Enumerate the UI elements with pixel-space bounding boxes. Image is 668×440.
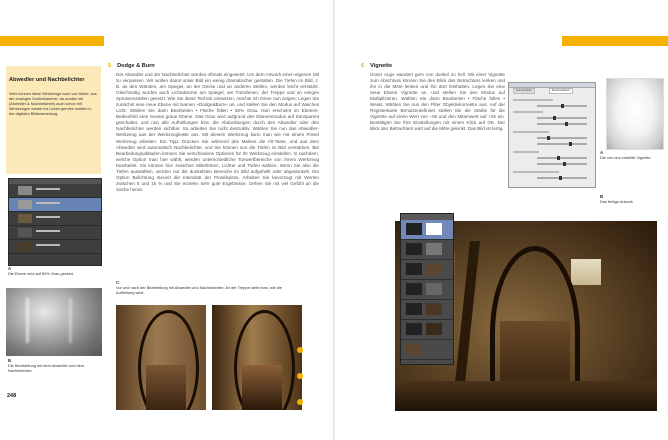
caption-artwork	[600, 195, 664, 205]
dodge-burn-preview-image	[6, 288, 102, 356]
sidebar-title: Abwedler und Nachbelichter	[9, 77, 85, 83]
caption-artwork-letter: B	[600, 194, 604, 199]
lens-correction-dialog	[508, 82, 596, 188]
caption-c-text: Vor und nach der Bearbeitung mit Abwedler und Nachbelichter. An der Treppe sieht man, wie die Aufhellung wirkt.	[116, 284, 283, 295]
section-5-title	[108, 63, 155, 69]
caption-b-letter: B	[8, 358, 12, 363]
caption-c-letter: C	[116, 280, 120, 285]
caption-c	[116, 281, 296, 295]
staircase-after-image	[212, 305, 302, 410]
vignette-preview-image	[606, 78, 664, 150]
caption-vignette	[600, 151, 664, 161]
caption-a-letter: A	[8, 266, 12, 271]
page-gutter	[333, 0, 335, 440]
section-6-number: 6	[361, 63, 365, 69]
section-5-number: 5	[108, 63, 112, 69]
marker-badge-3	[297, 399, 303, 405]
section-6-body: Unser Auge wandert gern von dunkel zu hell. Mit einer Vignette zum Abschluss können Sie den Blick des Betrachters lenken und ihn in die Mitte lenken und ihn dort festhalten. Legen Sie eine neue Ebene Vignette an, und stellen Sie den Modus auf Multiplizieren. Wählen Sie dann Bearbeiten • Fläche füllen • Weiss. Wählen Sie nun den Filter Objektivkorrektur aus. Auf der Registerkarte Benutzerdefiniert stellen Sie die Stärke für die Vignette auf einen Wert von –55 und den Mittenwert auf +25 ein. Bestätigen Sie Ihre Einstellungen mit einem Klick auf OK. Der Blick des Betrachters wird auf die Mitte gelenkt. Das Bild ist fertig.	[370, 72, 505, 132]
dialog-tab-auto: Auto-Korrektur	[513, 88, 535, 94]
staircase-before-image	[116, 305, 206, 410]
dialog-tab-custom: Benutzerdefiniert	[549, 88, 573, 94]
caption-vignette-letter: A	[600, 150, 604, 155]
section-6-heading: Vignette	[370, 63, 393, 69]
layers-panel-screenshot-b	[400, 213, 454, 365]
marker-badge-2	[297, 373, 303, 379]
caption-b	[8, 359, 102, 373]
caption-vignette-text: Die von uns erstellte Vignette.	[600, 154, 652, 160]
section-5-heading: Dodge & Burn	[117, 63, 155, 69]
section-5-body: Der Abwedler und der Nachbelichter werden oftmals eingesetzt. Um dem Artwork einen eigenen Stil zu verpassen. Wir wollen damit unser Bild ein wenig dramatischer gestalten. Die Tiefen im Bild, z. B. an den Wänden, am Spiegel, an der Decke und an anderen Stellen, werden leicht verstärkt. Gleichzeitig wurden auch Lichtakzente am Spiegel, am Türrahmen, der Treppe und an einigen Sprossenstellen gesetzt. Wie Sie diese Technik einsetzen, möchte ich Ihnen nun zeigen: Legen Sie zunächst eine neue Ebene mit Namen »Dodge&Burn« an, und stellen Sie den Modus auf Weiches Licht. Wählen Sie dann Bearbeiten • Fläche füllen • 50% Grau. Nun erscheint im Ebenen-Bedienfeld eine neutral graue Ebene. Das Grau wird aufgrund des Ebenenmodus auf transparent geschaltet, und nun alle Aufhellungen bzw. die Abdunklungen durch den Abwedler oder den Nachbelichter werden sichtbar. So arbeiten Sie nicht destruktiv. Wählen Sie nun das Abwedler-Werkzeug aus der Werkzeugleiste aus. Mit diesem Werkzeug kann man wie mit einem Pinsel Werkzeug arbeiten. Ein Tipp: Drücken Sie während des Malens die Alt-Taste, und aus dem Abwedler wird automatisch Nachbelichter, und Sie können nun die Tiefen im Bild verstärken. Bei Bearbeitungsabläufen können Sie verschiedene Optionen für Ihr Werkzeug einstellen. In nachdem, welche Option man hier wählt, werden unterschiedliche Tonwertbereiche von Ihrem Werkzeug bearbeitet. Sie können hier zwischen Mitteltönen, Lichter und Tiefen wählen. Wenn Sie also die Tiefen auswählen, werden nur die dunkelsten Bereiche im Bild aufgehellt oder abgedunkelt. Die Option Belichtung steuert die Intensität der Pinselspitze. Arbeiten Sie bevorzugt mit Werten zwischen 5 und 15 % und Sie erzielen sehr gute Ergebnisse. Gehen Sie mit viel Gefühl an die Sache heran.	[116, 72, 319, 192]
section-6-title	[361, 63, 392, 69]
caption-a-text: Die Ebene wird auf 50% Grau gesetzt.	[8, 270, 75, 276]
layers-panel-screenshot-a	[8, 178, 102, 266]
right-yellow-bar	[562, 36, 668, 46]
sidebar-text: Viele kennen diese Werkzeuge noch von früher, aus der analogen Dunkelkammer, da wurden sie (Abwedler & Nachbelichter) auch schon mit Werkzeugen wieder ins Leben gerufen worden in der digitalen Bildbearbeitung.	[9, 92, 97, 116]
marker-badge-1	[297, 347, 303, 353]
caption-a	[8, 267, 102, 277]
window-light	[571, 259, 601, 285]
caption-b-text: Die Bearbeitung mit dem Abwedler und dem Nachbelichter	[8, 362, 85, 373]
left-yellow-bar	[0, 36, 104, 46]
page-number-left: 248	[7, 393, 17, 399]
caption-artwork-text: Das fertige Artwork	[600, 198, 633, 204]
